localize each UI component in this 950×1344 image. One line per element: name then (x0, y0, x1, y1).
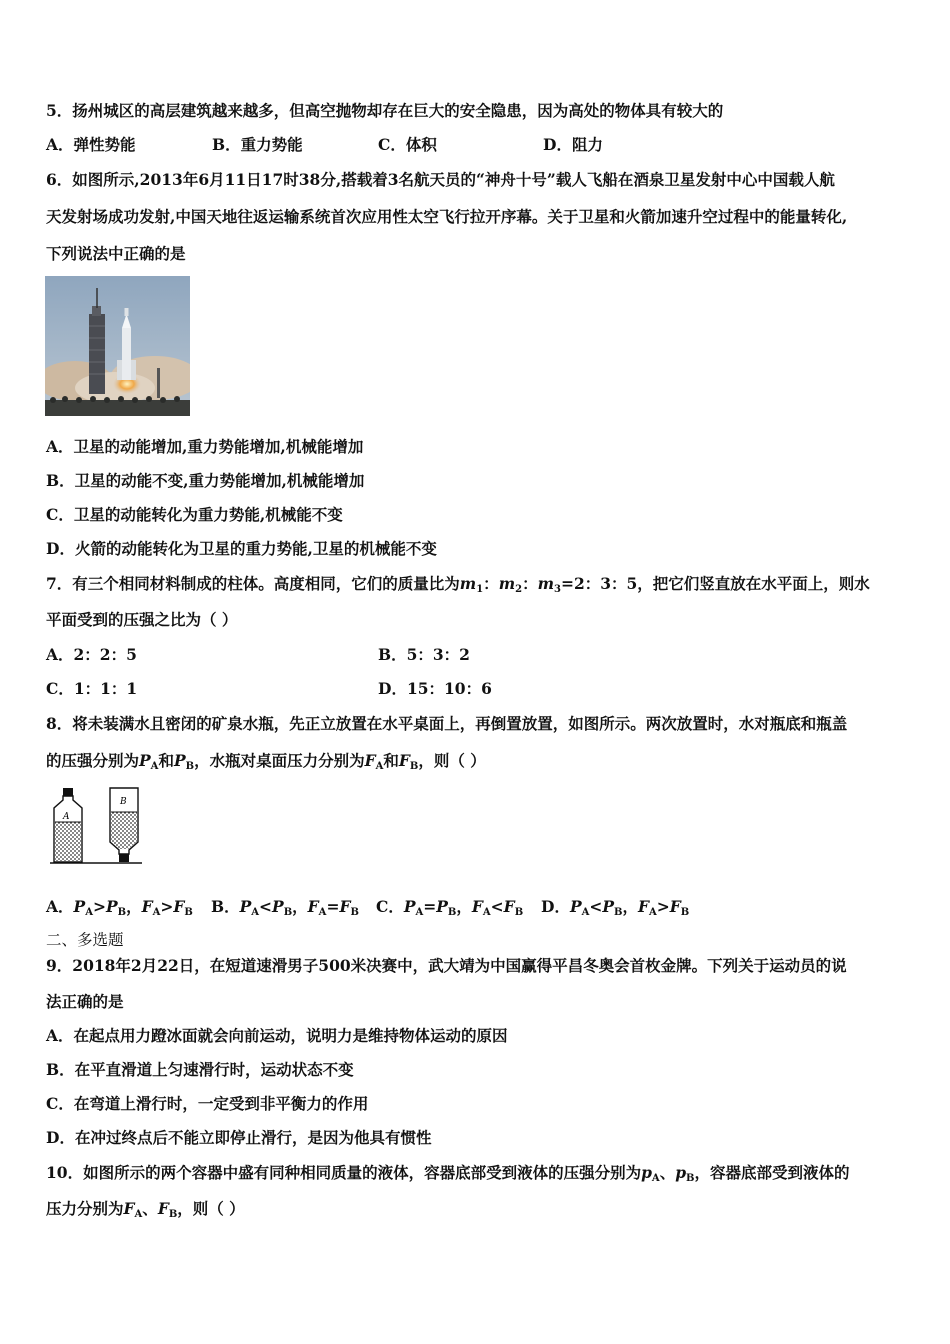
q5-stem: 5．扬州城区的高层建筑越来越多，但高空抛物却存在巨大的安全隐患，因为高处的物体具有较大的 (46, 101, 724, 120)
q8-stem-line-1: 8．将未装满水且密闭的矿泉水瓶，先正立放置在水平桌面上，再倒置放置，如图所示。两次放置时，水对瓶底和瓶盖 (46, 714, 848, 733)
bottle-a-label: A (63, 812, 70, 822)
q8-option-a: A．$P_A>P_B$，$F_A>F_B$ (46, 897, 193, 918)
q7-option-c: C．1：1：1 (46, 679, 138, 698)
q5-option-c: C．体积 (378, 135, 437, 154)
q9-option-a: A．在起点用力蹬冰面就会向前运动，说明力是维持物体运动的原因 (46, 1026, 508, 1045)
section-heading-multiple-choice: 二、多选题 (46, 931, 124, 949)
q6-option-c: C．卫星的动能转化为重力势能,机械能不变 (46, 505, 343, 524)
q8-option-d: D．$P_A<P_B$，$F_A>F_B$ (541, 897, 690, 918)
q9-option-b: B．在平直滑道上匀速滑行时，运动状态不变 (46, 1060, 354, 1079)
q10-stem-line-2: 压力分别为$F_A$、$F_B$，则（ ） (46, 1199, 245, 1220)
q8-stem-line-2: 的压强分别为$P_A$和$P_B$，水瓶对桌面压力分别为$F_A$和$F_B$，则（ ） (46, 751, 486, 772)
q6-stem-line-3: 下列说法中正确的是 (46, 244, 186, 263)
q7-option-a: A．2：2：5 (46, 645, 137, 664)
q6-stem-line-1: 6．如图所示,2013年6月11日17时38分,搭载着3名航天员的“神舟十号”载人飞船在酒泉卫星发射中心中国载人航 (46, 170, 835, 189)
q5-option-a: A．弹性势能 (46, 135, 136, 154)
rocket-launch-photo (45, 276, 190, 416)
q5-option-d: D．阻力 (543, 135, 603, 154)
q8-option-c: C．$P_A=P_B$，$F_A<F_B$ (376, 897, 524, 918)
q7-stem-line-2: 平面受到的压强之比为（ ） (46, 610, 238, 629)
bottle-b-label: B (120, 797, 127, 807)
q7-option-d: D．15：10：6 (378, 679, 492, 698)
water-bottle-figure (50, 786, 145, 866)
q5-option-b: B．重力势能 (212, 135, 303, 154)
q9-stem-line-2: 法正确的是 (46, 992, 124, 1011)
q9-option-c: C．在弯道上滑行时，一定受到非平衡力的作用 (46, 1094, 369, 1113)
q6-option-d: D．火箭的动能转化为卫星的重力势能,卫星的机械能不变 (46, 539, 437, 558)
q7-stem-line-1: 7．有三个相同材料制成的柱体。高度相同，它们的质量比为$m_1$：$m_2$：$m_3=2$：3：5，把它们竖直放在水平面上，则水 (46, 574, 870, 595)
q8-option-b: B．$P_A<P_B$，$F_A=F_B$ (211, 897, 359, 918)
q6-stem-line-2: 天发射场成功发射,中国天地往返运输系统首次应用性太空飞行拉开序幕。关于卫星和火箭加速升空过程中的能量转化, (46, 207, 848, 226)
q6-option-b: B．卫星的动能不变,重力势能增加,机械能增加 (46, 471, 365, 490)
q9-option-d: D．在冲过终点后不能立即停止滑行，是因为他具有惯性 (46, 1128, 432, 1147)
q9-stem-line-1: 9．2018年2月22日，在短道速滑男子500米决赛中，武大靖为中国赢得平昌冬奥会首枚金牌。下列关于运动员的说 (46, 956, 847, 975)
q7-option-b: B．5：3：2 (378, 645, 470, 664)
q6-option-a: A．卫星的动能增加,重力势能增加,机械能增加 (46, 437, 364, 456)
q10-stem-line-1: 10．如图所示的两个容器中盛有同种相同质量的液体，容器底部受到液体的压强分别为$p_A$、$p_B$，容器底部受到液体的 (46, 1163, 850, 1184)
